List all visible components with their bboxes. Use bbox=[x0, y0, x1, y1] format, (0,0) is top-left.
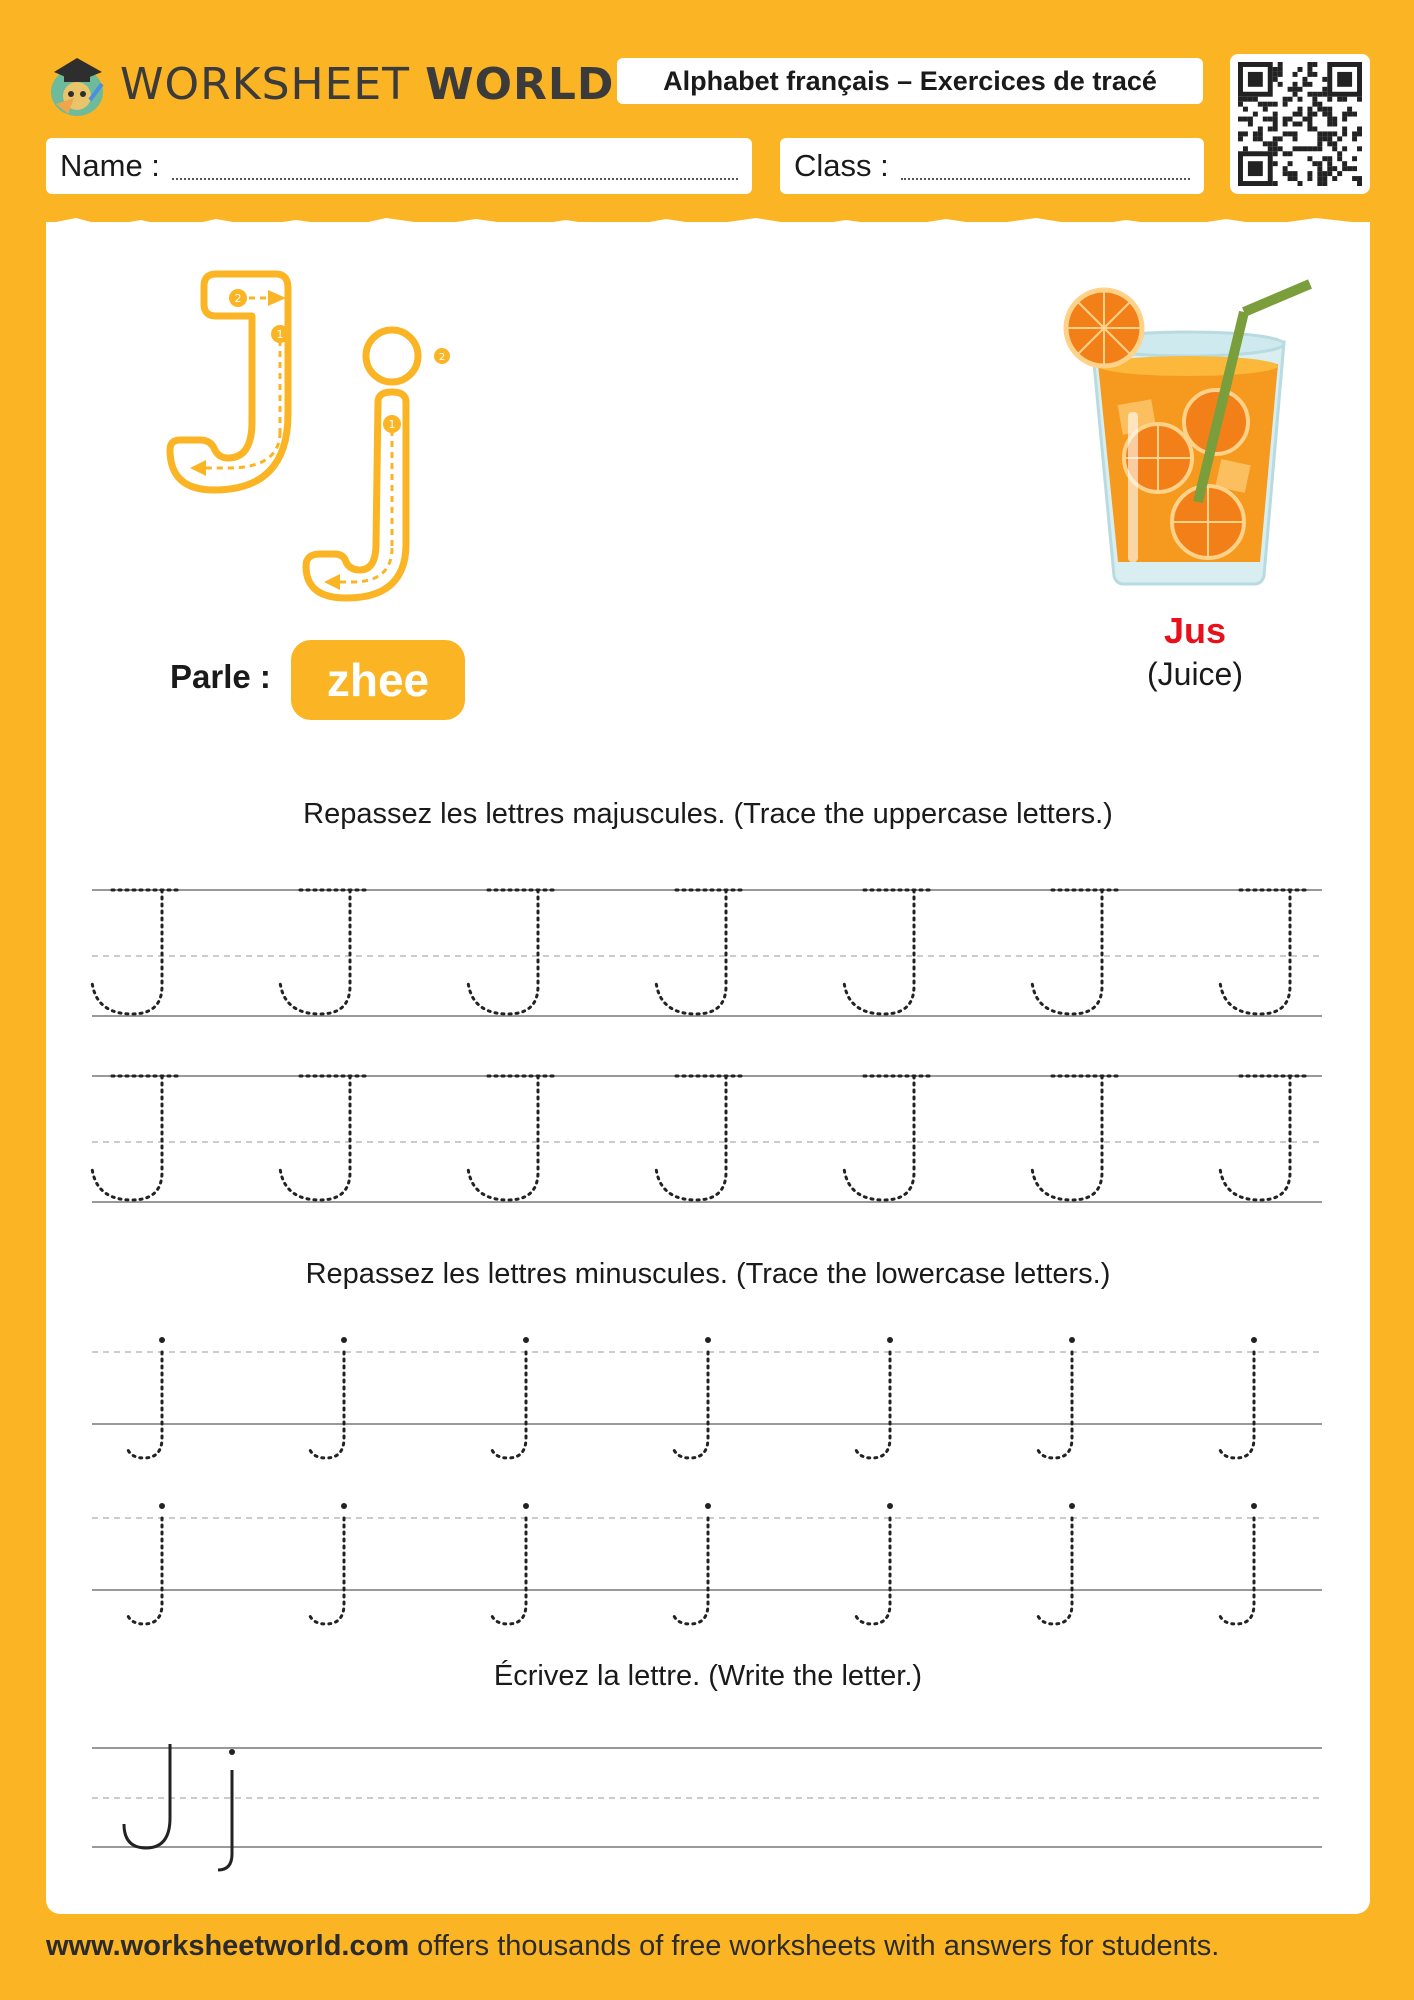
writing-area[interactable] bbox=[46, 1730, 1370, 1880]
trace-lowercase-j[interactable] bbox=[1038, 1518, 1072, 1624]
trace-uppercase-j[interactable] bbox=[280, 1076, 370, 1200]
lowercase-tracing-area[interactable] bbox=[46, 1330, 1370, 1640]
trace-lowercase-j[interactable] bbox=[128, 1352, 162, 1458]
trace-lowercase-j-dot[interactable] bbox=[1251, 1503, 1257, 1509]
trace-uppercase-j[interactable] bbox=[844, 890, 934, 1014]
trace-lowercase-j[interactable] bbox=[1220, 1352, 1254, 1458]
trace-lowercase-j[interactable] bbox=[856, 1352, 890, 1458]
trace-uppercase-j[interactable] bbox=[1220, 1076, 1310, 1200]
svg-text:2: 2 bbox=[438, 352, 446, 363]
trace-lowercase-j-dot[interactable] bbox=[523, 1337, 529, 1343]
lowercase-instruction: Repassez les lettres minuscules. (Trace the lowercase letters.) bbox=[305, 1258, 1111, 1290]
example-translation: (Juice) bbox=[1146, 656, 1243, 692]
trace-lowercase-j[interactable] bbox=[674, 1352, 708, 1458]
trace-uppercase-j[interactable] bbox=[656, 1076, 746, 1200]
name-line[interactable] bbox=[172, 178, 738, 180]
trace-uppercase-j[interactable] bbox=[1032, 1076, 1122, 1200]
trace-lowercase-j[interactable] bbox=[1220, 1518, 1254, 1624]
trace-lowercase-j-dot[interactable] bbox=[341, 1337, 347, 1343]
trace-lowercase-j-dot[interactable] bbox=[887, 1337, 893, 1343]
qr-code-icon bbox=[1238, 62, 1362, 186]
trace-lowercase-j[interactable] bbox=[310, 1352, 344, 1458]
svg-text:2: 2 bbox=[234, 292, 242, 305]
worksheet-title: Alphabet français – Exercices de tracé bbox=[617, 58, 1203, 104]
brand-name bbox=[120, 59, 614, 110]
trace-lowercase-j-dot[interactable] bbox=[341, 1503, 347, 1509]
footer bbox=[46, 1930, 1370, 1963]
trace-lowercase-j[interactable] bbox=[674, 1518, 708, 1624]
trace-uppercase-j[interactable] bbox=[656, 890, 746, 1014]
class-line[interactable] bbox=[901, 178, 1190, 180]
footer-text: offers thousands of free worksheets with answers for students. bbox=[409, 1930, 1220, 1962]
footer-url[interactable]: www.worksheetworld.com bbox=[46, 1930, 410, 1962]
trace-lowercase-j[interactable] bbox=[310, 1518, 344, 1624]
brand-logo bbox=[44, 44, 614, 124]
trace-lowercase-j-dot[interactable] bbox=[1069, 1503, 1075, 1509]
trace-lowercase-j[interactable] bbox=[128, 1518, 162, 1624]
trace-uppercase-j[interactable] bbox=[468, 1076, 558, 1200]
trace-lowercase-j[interactable] bbox=[492, 1352, 526, 1458]
trace-lowercase-j-dot[interactable] bbox=[887, 1503, 893, 1509]
uppercase-tracing-area[interactable] bbox=[46, 870, 1370, 1210]
uppercase-instruction: Repassez les lettres majuscules. (Trace the uppercase letters.) bbox=[303, 798, 1113, 830]
svg-text:1: 1 bbox=[276, 328, 284, 341]
name-field[interactable] bbox=[46, 138, 752, 194]
class-label: Class : bbox=[794, 148, 889, 183]
trace-lowercase-j-dot[interactable] bbox=[1251, 1337, 1257, 1343]
trace-uppercase-j[interactable] bbox=[468, 890, 558, 1014]
qr-code bbox=[1230, 54, 1370, 194]
trace-lowercase-j-dot[interactable] bbox=[1069, 1337, 1075, 1343]
write-instruction: Écrivez la lettre. (Write the letter.) bbox=[493, 1660, 923, 1692]
trace-uppercase-j[interactable] bbox=[92, 1076, 182, 1200]
trace-lowercase-j[interactable] bbox=[856, 1518, 890, 1624]
class-field[interactable] bbox=[780, 138, 1204, 194]
trace-lowercase-j[interactable] bbox=[492, 1518, 526, 1624]
torn-edge bbox=[46, 214, 1370, 238]
svg-text:1: 1 bbox=[388, 418, 396, 431]
trace-lowercase-j-dot[interactable] bbox=[159, 1337, 165, 1343]
letter-stroke-guide bbox=[156, 262, 466, 612]
trace-lowercase-j-dot[interactable] bbox=[523, 1503, 529, 1509]
mascot-logo-icon bbox=[44, 48, 110, 120]
trace-uppercase-j[interactable] bbox=[92, 890, 182, 1014]
trace-lowercase-j-dot[interactable] bbox=[159, 1503, 165, 1509]
trace-uppercase-j[interactable] bbox=[280, 890, 370, 1014]
brand-name-light: WORKSHEET bbox=[120, 58, 411, 110]
name-label: Name : bbox=[60, 148, 160, 183]
trace-uppercase-j[interactable] bbox=[1032, 890, 1122, 1014]
trace-lowercase-j[interactable] bbox=[1038, 1352, 1072, 1458]
trace-uppercase-j[interactable] bbox=[1220, 890, 1310, 1014]
trace-lowercase-j-dot[interactable] bbox=[705, 1503, 711, 1509]
brand-name-bold: WORLD bbox=[425, 58, 615, 110]
trace-lowercase-j-dot[interactable] bbox=[705, 1337, 711, 1343]
pronounce-label: Parle : bbox=[170, 658, 271, 695]
trace-uppercase-j[interactable] bbox=[844, 1076, 934, 1200]
pronounce-value: zhee bbox=[291, 640, 465, 720]
example-word: Jus bbox=[1163, 610, 1227, 651]
juice-glass-icon bbox=[1058, 272, 1322, 592]
